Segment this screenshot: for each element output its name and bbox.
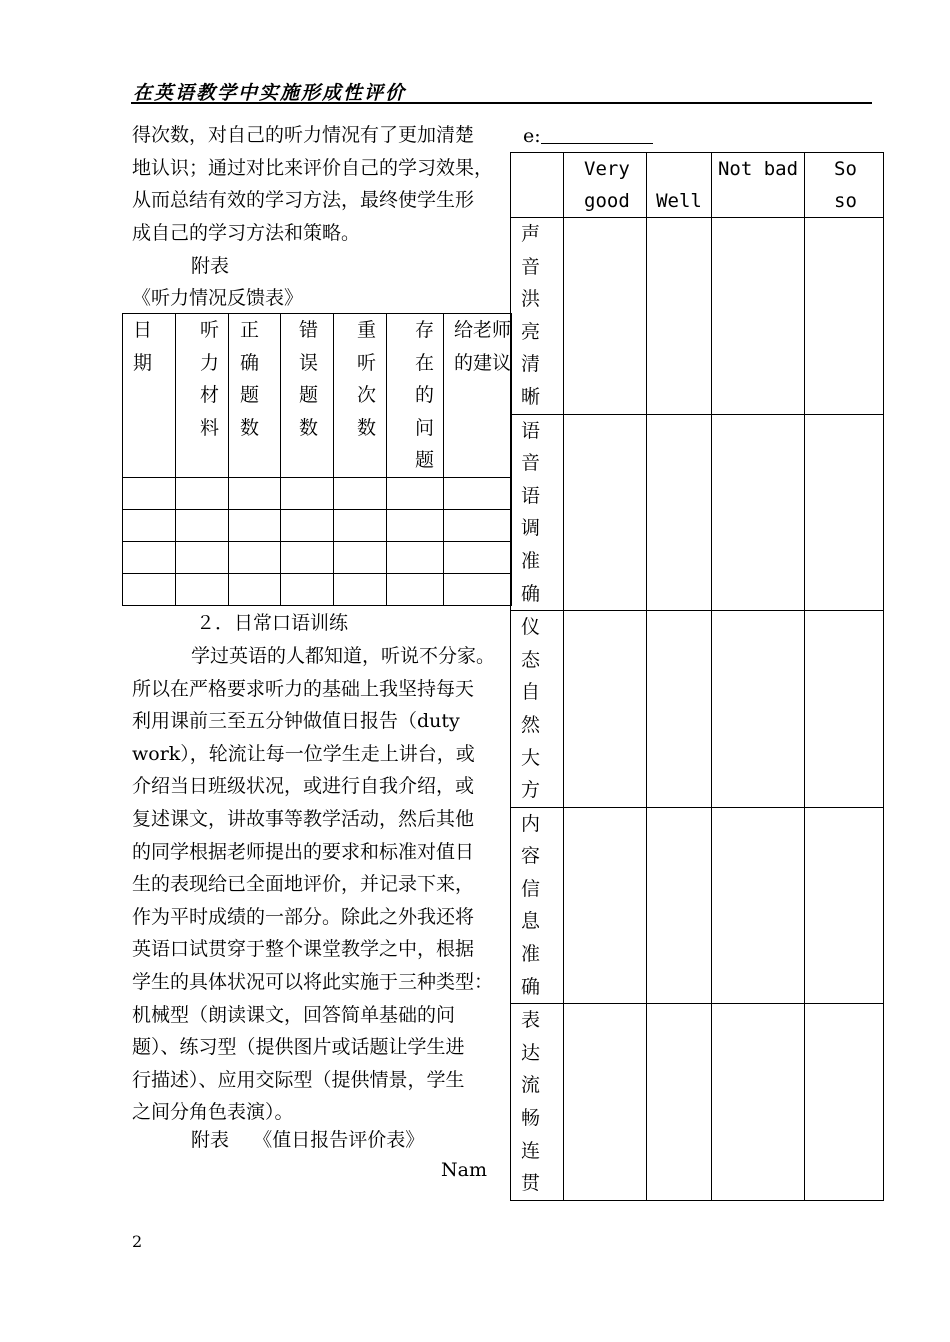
table-row xyxy=(123,477,512,509)
text-line: 地认识；通过对比来评价自己的学习效果， xyxy=(132,156,494,179)
header-cell-problems: 存在的问题 xyxy=(387,314,444,478)
table-row xyxy=(511,414,884,611)
header-cell-relisten: 重听次数 xyxy=(334,314,387,478)
row-label-fluency: 表达流畅连贯 xyxy=(511,1004,564,1201)
text-line: 生的表现给已全面地评价，并记录下来， xyxy=(132,873,475,896)
text-line: 学生的具体状况可以将此实施于三种类型： xyxy=(132,970,494,993)
text-line: 复述课文，讲故事等教学活动，然后其他 xyxy=(132,807,475,830)
table-row xyxy=(511,1004,884,1201)
section-heading: ２．日常口语训练 xyxy=(196,612,349,634)
text-line: 成自己的学习方法和策略。 xyxy=(132,221,361,244)
table-row xyxy=(123,573,512,605)
text-line: 所以在严格要求听力的基础上我坚持每天 xyxy=(132,677,475,700)
text-line: 的同学根据老师提出的要求和标准对值日 xyxy=(132,840,475,863)
appendix-label-2 xyxy=(191,1125,424,1152)
header-cell-wrong: 错误题数 xyxy=(281,314,334,478)
text-line: 学过英语的人都知道，听说不分家。 xyxy=(191,645,496,667)
row-label-content: 内容信息准确 xyxy=(511,807,564,1004)
header-cell-so-so: So so xyxy=(805,153,884,218)
listening-feedback-table xyxy=(122,313,512,606)
text-line: 利用课前三至五分钟做值日报告（duty xyxy=(132,710,460,733)
text-line: 得次数，对自己的听力情况有了更加清楚 xyxy=(132,124,475,146)
text-line: 行描述）、应用交际型（提供情景，学生 xyxy=(132,1068,465,1091)
table-row xyxy=(511,807,884,1004)
running-header: 在英语教学中实施形成性评价 xyxy=(133,82,407,104)
text-line: 之间分角色表演）。 xyxy=(132,1101,294,1124)
page-number: 2 xyxy=(132,1232,143,1251)
header-cell-suggestion: 给老师的建议 xyxy=(444,314,512,478)
table-header-row xyxy=(511,153,884,218)
header-cell-very-good: Very good xyxy=(564,153,647,218)
row-label-voice: 声音洪亮清晰 xyxy=(511,218,564,415)
table-title-report: 《值日报告评价表》 xyxy=(253,1129,425,1151)
row-label-pronunciation: 语音语调准确 xyxy=(511,414,564,611)
text-line: 从而总结有效的学习方法，最终使学生形 xyxy=(132,189,475,212)
paragraph-oral-training xyxy=(132,640,496,1129)
header-cell-date: 日期 xyxy=(123,314,176,478)
table-row xyxy=(123,509,512,541)
duty-report-evaluation-table xyxy=(510,152,884,1201)
text-line: 作为平时成绩的一部分。除此之外我还将 xyxy=(132,905,475,928)
name-blank-line xyxy=(541,143,653,144)
name-label-part2: e: xyxy=(523,125,541,147)
table-row xyxy=(511,218,884,415)
text-line: 英语口试贯穿于整个课堂教学之中，根据 xyxy=(132,938,475,961)
text-line: 机械型（朗读课文，回答简单基础的问 xyxy=(132,1003,456,1026)
table-row xyxy=(123,541,512,573)
table-row xyxy=(511,611,884,808)
text-line: 介绍当日班级状况，或进行自我介绍，或 xyxy=(132,775,475,798)
row-label-manner: 仪态自然大方 xyxy=(511,611,564,808)
appendix-label: 附表 xyxy=(191,255,230,277)
appendix-label: 附表 xyxy=(191,1129,230,1151)
header-cell-material: 听力材料 xyxy=(176,314,229,478)
text-line: work），轮流让每一位学生走上讲台，或 xyxy=(132,742,475,765)
header-rule xyxy=(131,102,872,104)
header-cell-well: Well xyxy=(647,153,712,218)
paragraph-intro xyxy=(132,119,492,249)
table-title-listening: 《听力情况反馈表》 xyxy=(132,287,304,309)
name-label-part1: Nam xyxy=(441,1159,487,1181)
header-cell-empty xyxy=(511,153,564,218)
table-header-row xyxy=(123,314,512,478)
header-cell-correct: 正确题数 xyxy=(229,314,281,478)
header-cell-not-bad: Not bad xyxy=(712,153,805,218)
text-line: 题）、练习型（提供图片或话题让学生进 xyxy=(132,1036,465,1059)
